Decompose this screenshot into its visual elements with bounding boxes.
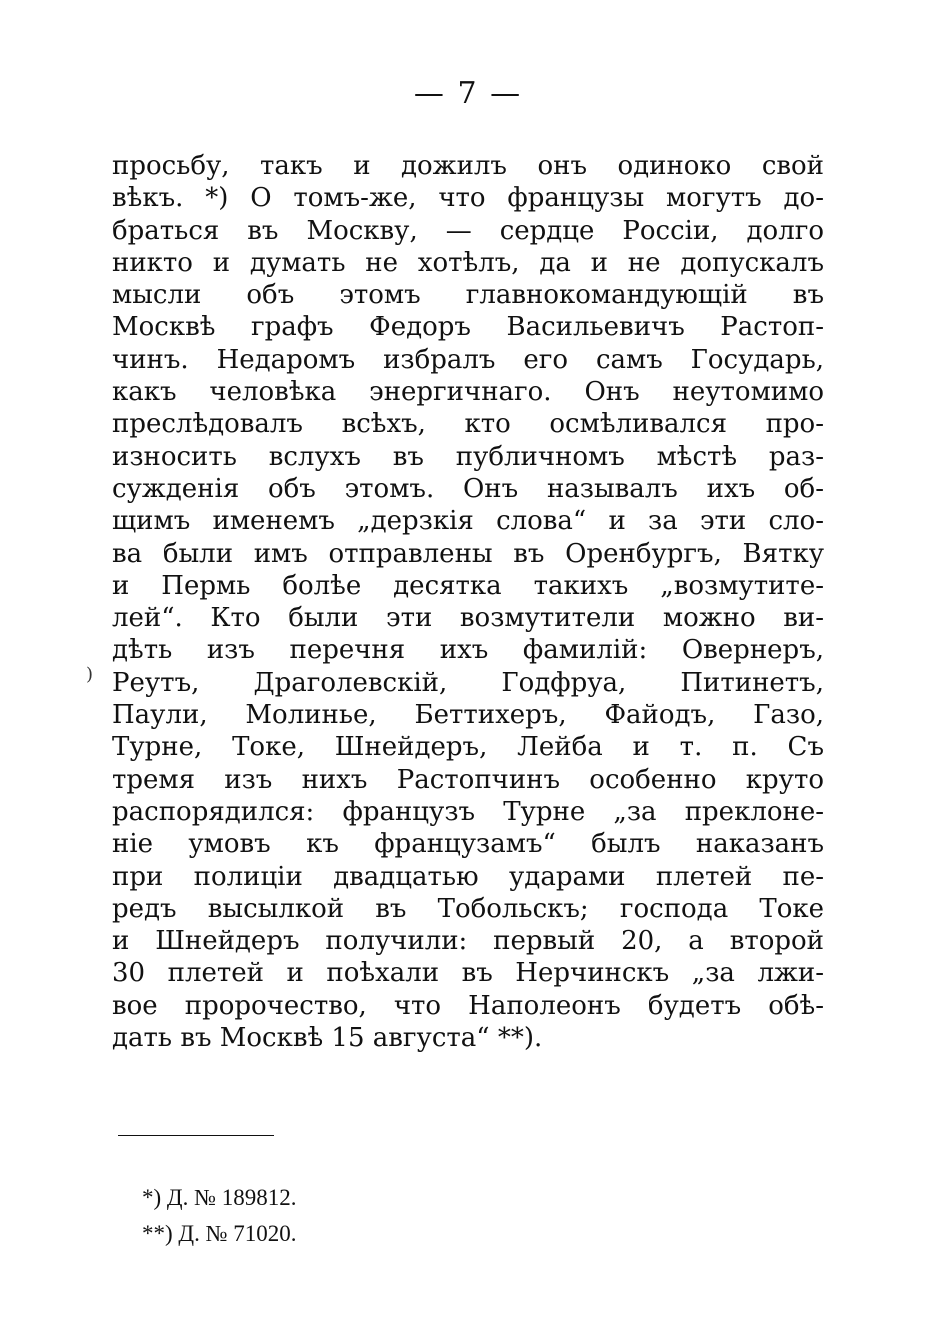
margin-mark: ) <box>86 664 94 685</box>
text-line: и Пермь болѣе десятка такихъ „возмутите- <box>112 570 824 601</box>
text-line: износить вслухъ въ публичномъ мѣстѣ раз- <box>112 441 824 472</box>
text-line: редъ высылкой въ Тобольскъ; господа Токе <box>112 893 824 924</box>
text-line: и Шнейдеръ получили: первый 20, а второй <box>112 926 824 957</box>
text-line: щимъ именемъ „дерзкія слова“ и за эти сло- <box>112 506 824 537</box>
text-line: распорядился: французъ Турне „за преклоне- <box>112 796 824 827</box>
text-line: 30 плетей и поѣхали въ Нерчинскъ „за лжи- <box>112 958 824 989</box>
text-line: Реутъ, Драголевскій, Годфруа, Питинетъ, <box>112 667 824 698</box>
text-line: лей“. Кто были эти возмутители можно ви- <box>112 603 824 634</box>
footnote-2: **) Д. № 71020. <box>142 1221 297 1246</box>
body-text <box>112 150 824 1054</box>
text-line: ва были имъ отправлены въ Оренбургъ, Вятку <box>112 538 824 569</box>
text-line: браться въ Москву, — сердце Россіи, долго <box>112 215 824 246</box>
text-line: сужденія объ этомъ. Онъ называлъ ихъ об- <box>112 473 824 504</box>
text-line: тремя изъ нихъ Растопчинъ особенно круто <box>112 764 824 795</box>
page-number: — 7 — <box>413 76 523 111</box>
text-line: Паули, Молинье, Беттихеръ, Файодъ, Газо, <box>112 700 824 731</box>
text-line: при полиціи двадцатью ударами плетей пе- <box>112 861 824 892</box>
text-line: чинъ. Недаромъ избралъ его самъ Государь, <box>112 344 824 375</box>
text-line: никто и думать не хотѣлъ, да и не допускалъ <box>112 247 824 278</box>
footnote-divider <box>118 1135 274 1136</box>
text-line: вое пророчество, что Наполеонъ будетъ обѣ- <box>112 990 824 1021</box>
text-line: преслѣдовалъ всѣхъ, кто осмѣливался про- <box>112 409 824 440</box>
text-line: ніе умовъ къ французамъ“ былъ наказанъ <box>112 829 824 860</box>
text-line: мысли объ этомъ главнокомандующій въ <box>112 280 824 311</box>
text-line: Турне, Токе, Шнейдеръ, Лейба и т. п. Съ <box>112 732 824 763</box>
text-line: какъ человѣка энергичнаго. Онъ неутомимо <box>112 377 824 408</box>
footnote-1: *) Д. № 189812. <box>142 1185 297 1210</box>
text-line: дѣть изъ перечня ихъ фамилій: Овернеръ, <box>112 635 824 666</box>
text-line: просьбу, такъ и дожилъ онъ одиноко свой <box>112 151 824 181</box>
text-line: вѣкъ. *) О томъ-же, что французы могутъ до- <box>112 183 824 214</box>
footnotes <box>142 1180 642 1252</box>
text-line: Москвѣ графъ Федоръ Васильевичъ Растоп- <box>112 312 824 343</box>
text-line-last: дать въ Москвѣ 15 августа“ **). <box>112 1023 543 1054</box>
